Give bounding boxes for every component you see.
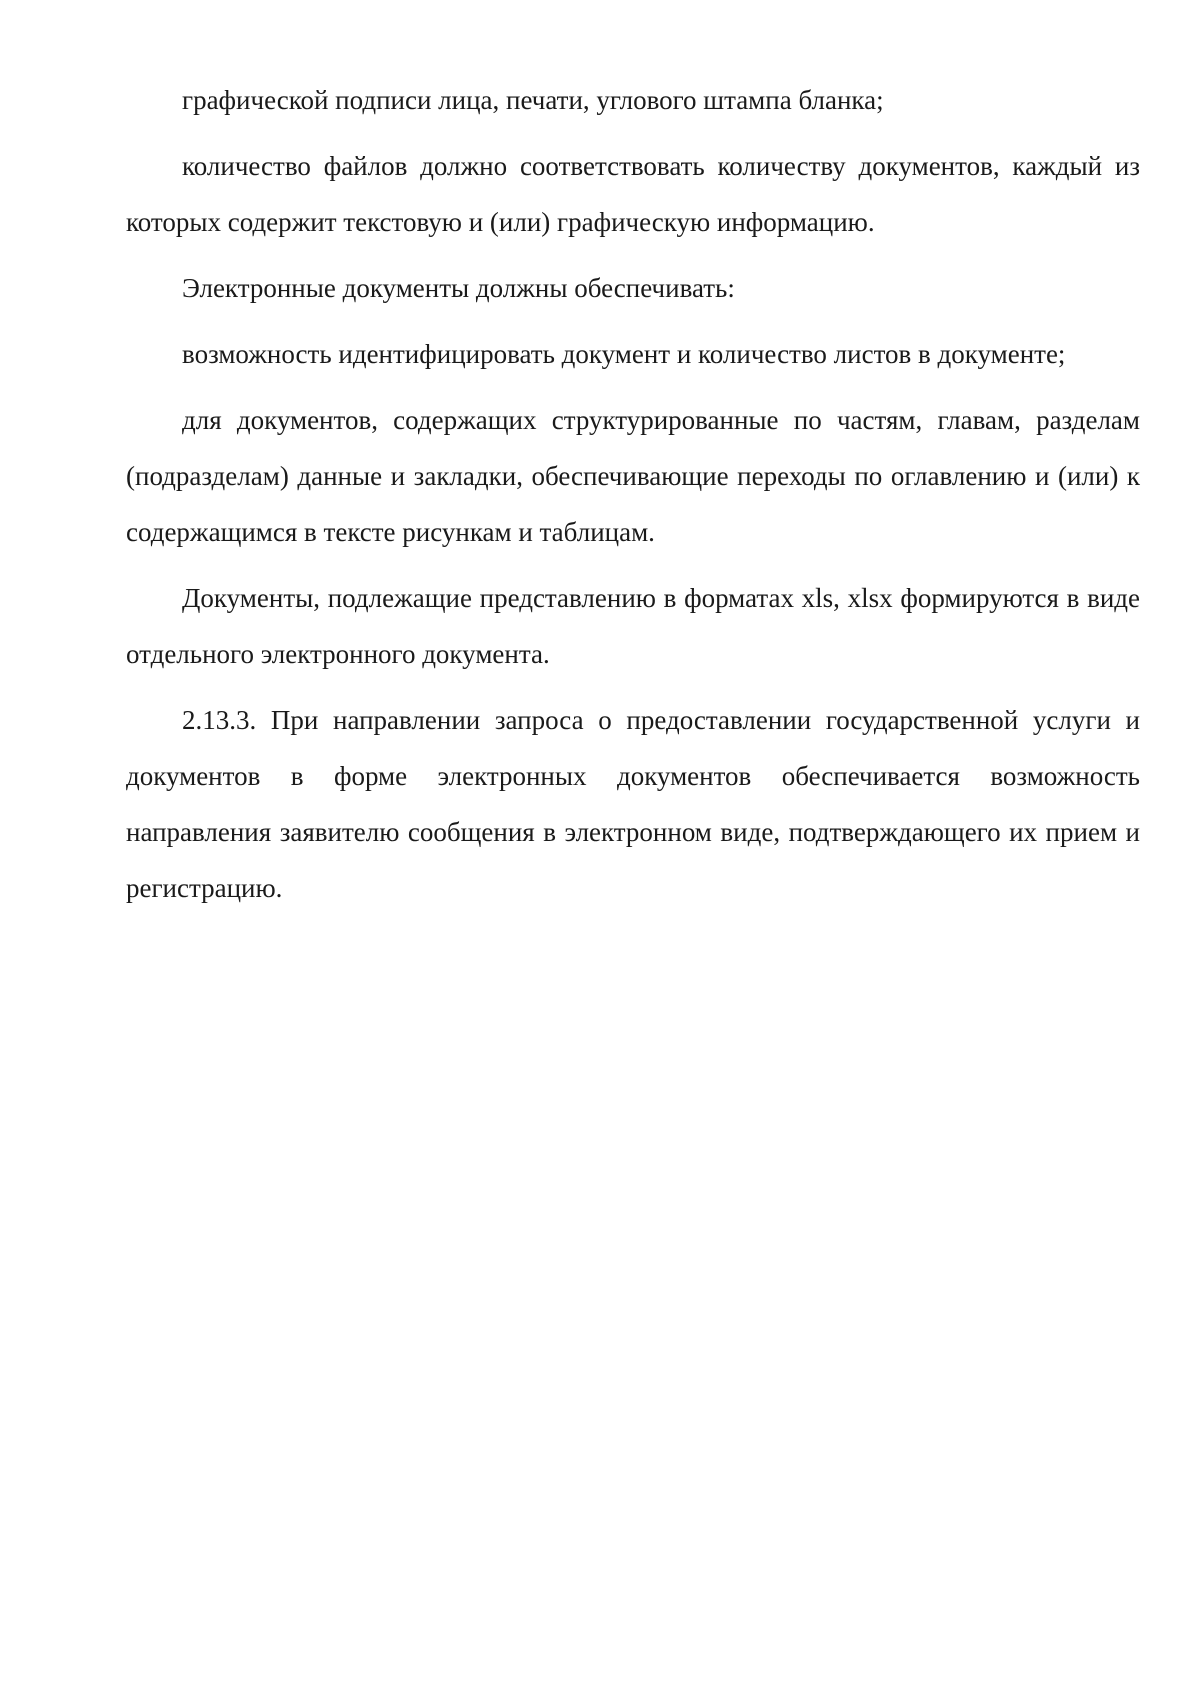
paragraph-file-count: количество файлов должно соответствовать количеству документов, каждый из которых содержит текстовую и (или) графическую информацию.	[126, 151, 1140, 237]
paragraph-electronic-docs-intro: Электронные документы должны обеспечивать:	[182, 273, 735, 303]
paragraph-signature-stamp: графической подписи лица, печати, углового штампа бланка;	[182, 85, 884, 115]
paragraph-identify-document: возможность идентифицировать документ и количество листов в документе;	[182, 339, 1066, 369]
paragraph-structured-documents: для документов, содержащих структурированные по частям, главам, разделам (подразделам) данные и закладки, обеспечивающие переходы по оглавлению и (или) к содержащимся в тексте рисункам и таблицам.	[126, 405, 1140, 547]
paragraph-xls-formats: Документы, подлежащие представлению в форматах xls, xlsx формируются в виде отдельного электронного документа.	[126, 583, 1140, 669]
paragraph-section-2-13-3: 2.13.3. При направлении запроса о предоставлении государственной услуги и документов в форме электронных документов обеспечивается возможность направления заявителю сообщения в электронном виде, подтверждающего их прием и регистрацию.	[126, 705, 1140, 903]
